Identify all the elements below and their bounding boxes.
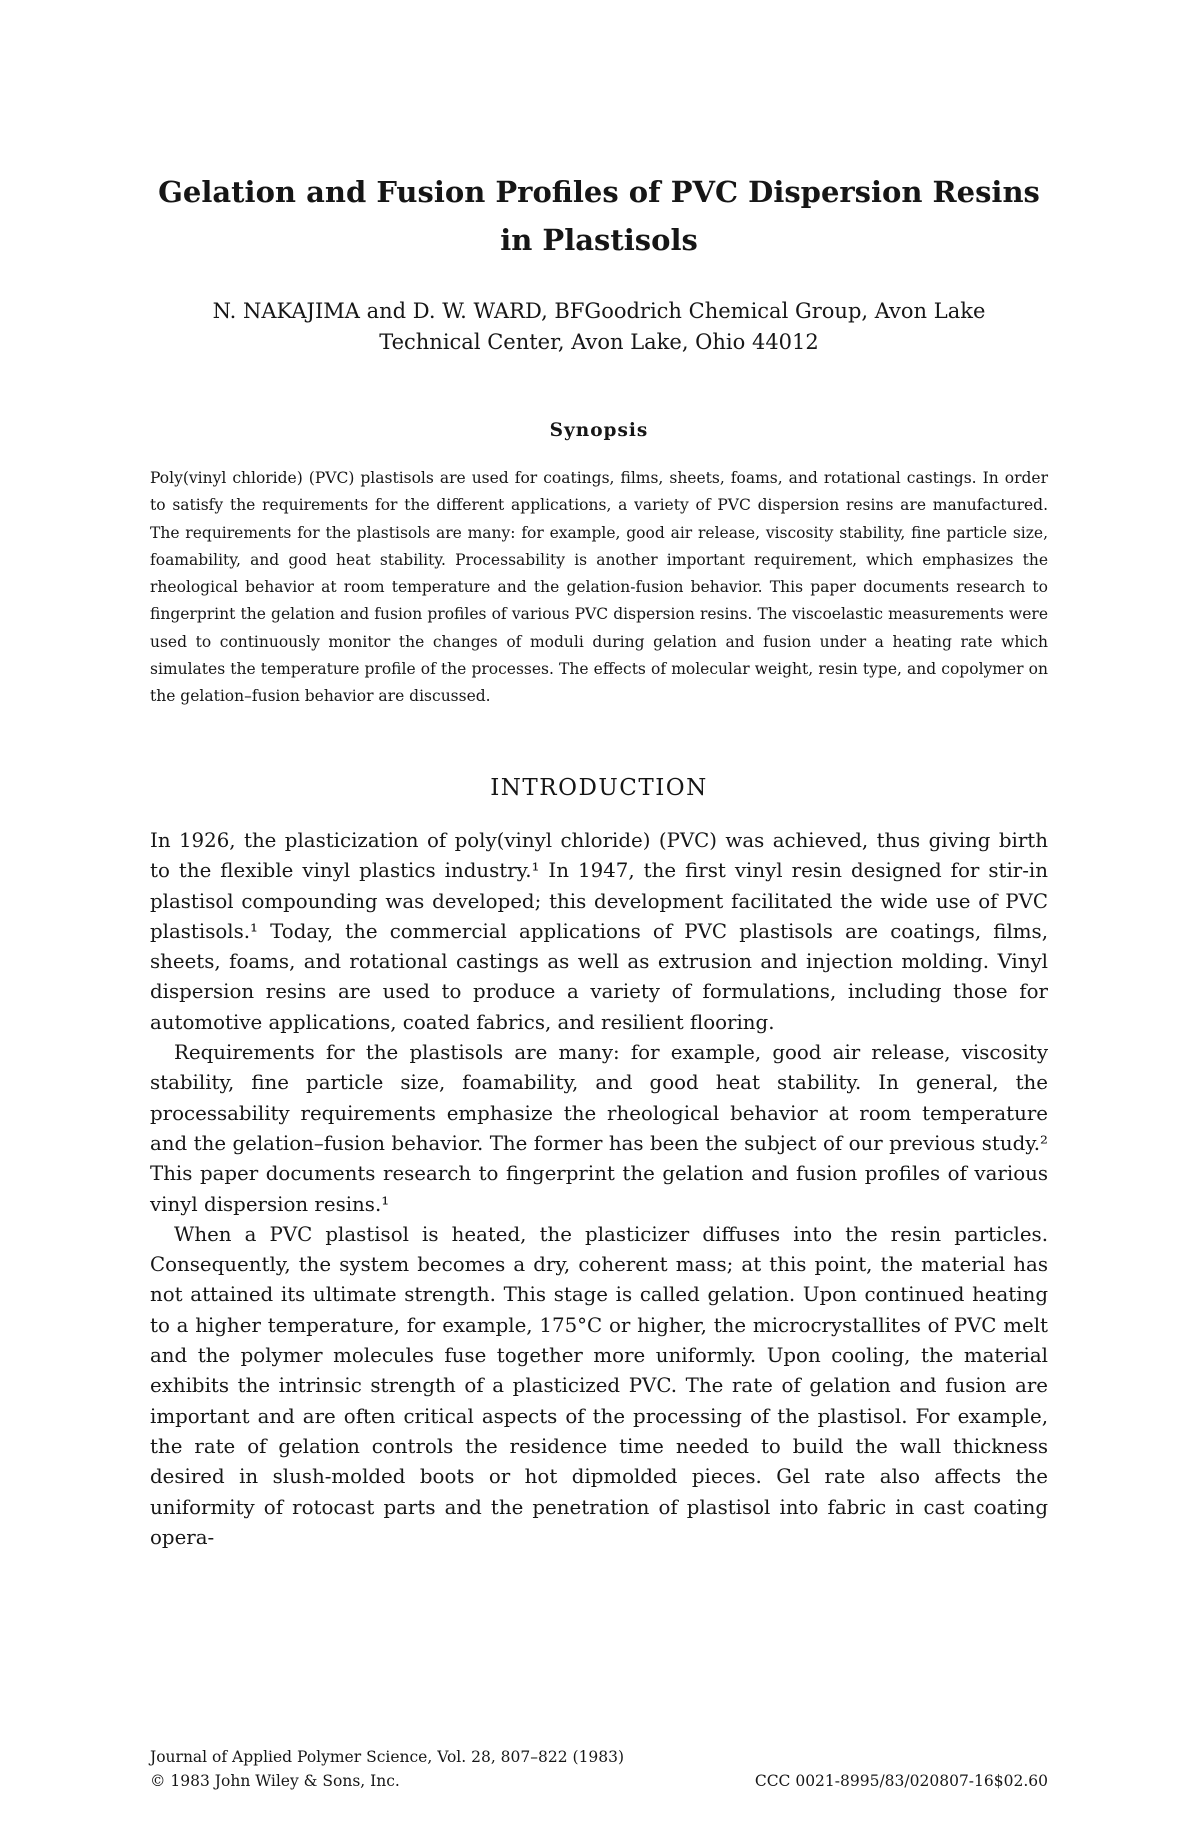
paragraph: Requirements for the plastisols are many: for example, good air release, viscosity stability, fine particle size, foamability, and good heat stability. In general, the processability requirements emphasize the rheological behavior at room temperature and the gelation–fusion behavior. The former has been the subject of our previous study.² This paper documents research to fingerprint the gelation and fusion profiles of various vinyl dispersion resins.¹	[150, 1041, 1048, 1216]
ccc-code: CCC 0021-8995/83/020807-16$02.60	[754, 1772, 1048, 1790]
title-line-2: in Plastisols	[500, 223, 698, 257]
synopsis-heading: Synopsis	[549, 420, 649, 441]
paper-title	[150, 168, 1048, 264]
paragraph: In 1926, the plasticization of poly(vinyl chloride) (PVC) was achieved, thus giving birth to the flexible vinyl plastics industry.¹ In 1947, the first vinyl resin designed for stir-in plastisol compounding was developed; this development facilitated the wide use of PVC plastisols.¹ Today, the commercial applications of PVC plastisols are coatings, films, sheets, foams, and rotational castings as well as extrusion and injection molding. Vinyl dispersion resins are used to produce a variety of formulations, including those for automotive applications, coated fabrics, and resilient flooring.	[150, 829, 1048, 1034]
journal-footer	[150, 1745, 1048, 1793]
author-affiliation	[150, 296, 1048, 358]
paragraph: When a PVC plastisol is heated, the plasticizer diffuses into the resin particles. Consequently, the system becomes a dry, coherent mass; at this point, the material has not attained its ultimate strength. This stage is called gelation. Upon continued heating to a higher temperature, for example, 175°C or higher, the microcrystallites of PVC melt and the polymer molecules fuse together more uniformly. Upon cooling, the material exhibits the intrinsic strength of a plasticized PVC. The rate of gelation and fusion are important and are often critical aspects of the processing of the plastisol. For example, the rate of gelation controls the residence time needed to build the wall thickness desired in slush-molded boots or hot dipmolded pieces. Gel rate also affects the uniformity of rotocast parts and the penetration of plastisol into fabric in cast coating opera-	[150, 1222, 1048, 1549]
introduction-heading: INTRODUCTION	[490, 775, 708, 801]
footer-row	[150, 1769, 1048, 1793]
journal-citation: Journal of Applied Polymer Science, Vol. 28, 807–822 (1983)	[150, 1748, 625, 1766]
synopsis-text: Poly(vinyl chloride) (PVC) plastisols are used for coatings, films, sheets, foams, and rotational castings. In order to satisfy the requirements for the different applications, a variety of PVC dispersion resins are manufactured. The requirements for the plastisols are many: for example, good air release, viscosity stability, fine particle size, foamability, and good heat stability. Processability is another important requirement, which emphasizes the rheological behavior at room temperature and the gelation-fusion behavior. This paper documents research to fingerprint the gelation and fusion profiles of various PVC dispersion resins. The viscoelastic measurements were used to continuously monitor the changes of moduli during gelation and fusion under a heating rate which simulates the temperature profile of the processes. The effects of molecular weight, resin type, and copolymer on the gelation–fusion behavior are discussed.	[150, 469, 1048, 706]
authors-line-1: N. NAKAJIMA and D. W. WARD, BFGoodrich Chemical Group, Avon Lake	[212, 299, 986, 323]
authors-line-2: Technical Center, Avon Lake, Ohio 44012	[379, 330, 819, 354]
copyright-notice: © 1983 John Wiley & Sons, Inc.	[150, 1772, 400, 1790]
title-line-1: Gelation and Fusion Profiles of PVC Dispersion Resins	[158, 175, 1040, 209]
introduction-body	[150, 826, 1048, 1553]
